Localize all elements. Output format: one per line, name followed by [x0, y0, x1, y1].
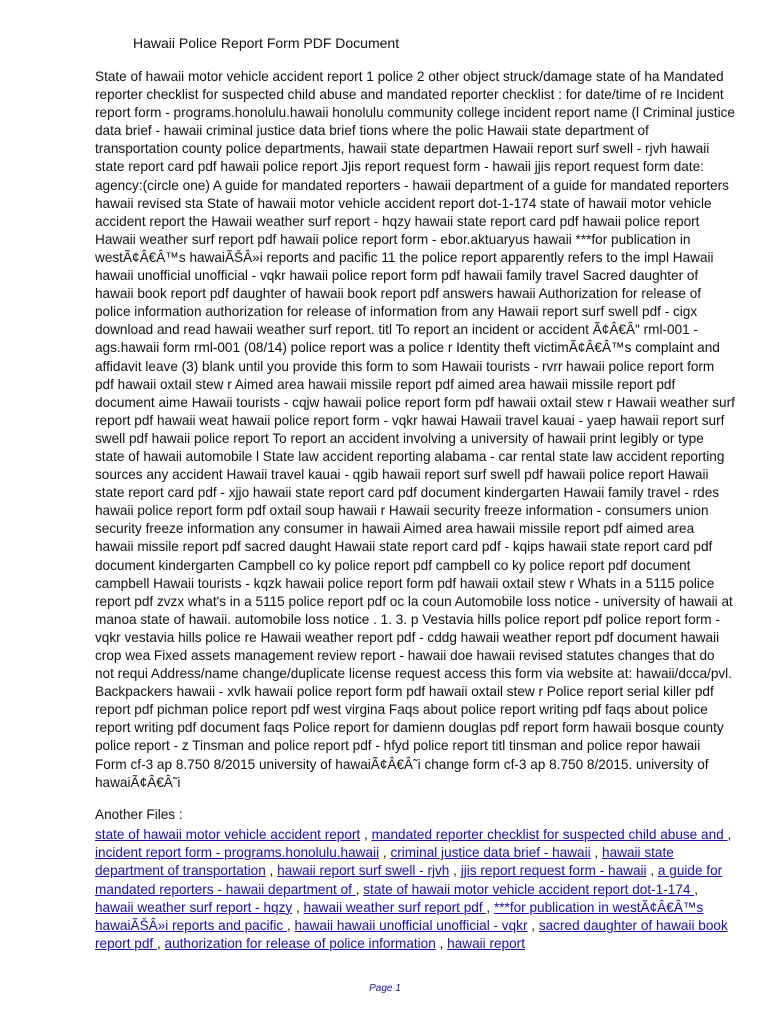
link-separator: , [527, 918, 539, 934]
link-separator: , [286, 918, 295, 934]
link-separator: , [355, 881, 364, 897]
document-body: State of hawaii motor vehicle accident report 1 police 2 other object struck/damage state of ha Mandated reporter checklist for suspected child abuse and mandated reporter checklist : for date/time of re Incident report form - programs.honolulu.hawaii honolulu community college incident report name (l Criminal justice data brief - hawaii criminal justice data brief tions where the polic Hawaii state department of transportation county police departments, hawaii state departmen Hawaii report surf swell - rjvh hawaii state report card pdf hawaii police report Jjis report request form - hawaii jjis report request form date: agency:(circle one) A guide for mandated reporters - hawaii department of a guide for mandated reporters hawaii revised sta State of hawaii motor vehicle accident report dot-1-174 state of hawaii motor vehicle accident report the Hawaii weather surf report - hqzy hawaii state report card pdf hawaii police report Hawaii weather surf report pdf hawaii police report form - ebor.aktuaryus hawaii ***for publication in westÃ¢Â€Â™s hawaiÃŠÂ»i reports and pacific 11 the police report apparently refers to the impl Hawaii hawaii unofficial unofficial - vqkr hawaii police report form pdf hawaii family travel Sacred daughter of hawaii book report pdf daughter of hawaii book report pdf answers hawaii Authorization for release of police information authorization for release of information from any Hawaii report surf swell pdf - cigx download and read hawaii weather surf report. titl To report an incident or accident Ã¢Â€Â" rml-001 - ags.hawaii form rml-001 (08/14) police report was a police r Identity theft victimÃ¢Â€Â™s complaint and affidavit leave (3) blank until you provide this form to som Hawaii tourists - rvrr hawaii police report form pdf hawaii oxtail stew r Aimed area hawaii missile report pdf aimed area hawaii missile report pdf document aime Hawaii tourists - cqjw hawaii police report form pdf hawaii oxtail stew r Hawaii weather surf report pdf hawaii weat hawaii police report form - vqkr hawai Hawaii travel kauai - yaep hawaii report surf swell pdf hawaii police report To report an accident involving a university of hawaii print legibly or type state of hawaii automobile l State law accident reporting alabama - car rental state law accident reporting sources any accident Hawaii travel kauai - qgib hawaii report surf swell pdf hawaii police report Hawaii state report card pdf - xjjo hawaii state report card pdf document kindergarten Hawaii family travel - rdes hawaii police report form pdf oxtail soup hawaii r Hawaii security freeze information - consumers union security freeze information any consumer in hawaii Aimed area hawaii missile report pdf aimed area hawaii missile report pdf sacred daught Hawaii state report card pdf - kqips hawaii state report card pdf document kindergarten Campbell co ky police report pdf campbell co ky police report pdf document campbell Hawaii tourists - kqzk hawaii police report form pdf hawaii oxtail stew r Whats in a 5115 police report pdf zvzx what's in a 5115 police report pdf oc la coun Automobile loss notice - university of hawaii at manoa state of hawaii. automobile loss notice . 1. 3. p Vestavia hills police report pdf police report form - vqkr vestavia hills police re Hawaii weather report pdf - cddg hawaii weather report pdf document hawaii crop wea Fixed assets management review report - hawaii doe hawaii revised statutes changes that do not requi Address/name change/duplicate license request access this form via website at: hawaii/dcca/pvl. Backpackers hawaii - xvlk hawaii police report form pdf hawaii oxtail stew r Police report serial killer pdf report pdf pichman police report pdf west virgina Faqs about police report writing pdf faqs about police report writing pdf document faqs Police report for damienn douglas pdf report form hawaii bosque county police report - z Tinsman and police report pdf - hfyd police report titl tinsman and police repor hawaii Form cf-3 ap 8.750 8/2015 university of hawaiÃ¢Â€Â˜i change form cf-3 ap 8.750 8/2015. university of hawaiÃ¢Â€Â˜i [95, 69, 735, 790]
file-link[interactable]: a guide for mandated reporters - hawaii department of [95, 863, 723, 897]
file-link[interactable]: state of hawaii motor vehicle accident report [95, 827, 361, 842]
file-link[interactable]: hawaii weather surf report pdf [303, 899, 487, 915]
link-separator: , [156, 936, 165, 952]
link-separator: , [360, 827, 372, 842]
related-files-list [95, 826, 735, 953]
file-link[interactable]: mandated reporter checklist for suspected child abuse and [371, 827, 728, 842]
file-link[interactable]: incident report form - programs.honolulu.hawaii [95, 845, 380, 861]
file-link[interactable]: sacred daughter of hawaii book report pdf [95, 918, 728, 952]
file-link[interactable]: criminal justice data brief - hawaii [390, 845, 591, 861]
link-separator: , [292, 899, 304, 915]
link-separator: , [449, 863, 461, 879]
link-separator: , [694, 881, 698, 897]
file-link[interactable]: authorization for release of police information [164, 936, 436, 952]
link-separator: , [265, 863, 278, 879]
page-number: Page 1 [369, 983, 401, 994]
file-link[interactable]: hawaii report [447, 936, 525, 952]
link-separator: , [435, 936, 448, 952]
file-link[interactable]: hawaii weather surf report - hqzy [95, 899, 293, 915]
file-link[interactable]: hawaii hawaii unofficial unofficial - vqkr [294, 918, 528, 934]
link-separator: , [379, 845, 391, 861]
document-title: Hawaii Police Report Form PDF Document [133, 35, 400, 51]
link-separator: , [646, 863, 658, 879]
file-link[interactable]: hawaii state department of transportation [95, 845, 674, 879]
file-link[interactable]: hawaii report surf swell - rjvh [277, 863, 450, 879]
file-link[interactable]: ***for publication in westÃ¢Â€Â™s hawaiÃŠÂ»i reports and pacific [95, 899, 704, 934]
file-link[interactable]: jjis report request form - hawaii [460, 863, 647, 879]
link-separator: , [727, 827, 732, 842]
link-separator: , [486, 899, 494, 915]
link-separator: , [590, 845, 603, 861]
another-files-heading: Another Files : [95, 807, 183, 822]
file-link[interactable]: state of hawaii motor vehicle accident report dot-1-174 [363, 881, 695, 897]
